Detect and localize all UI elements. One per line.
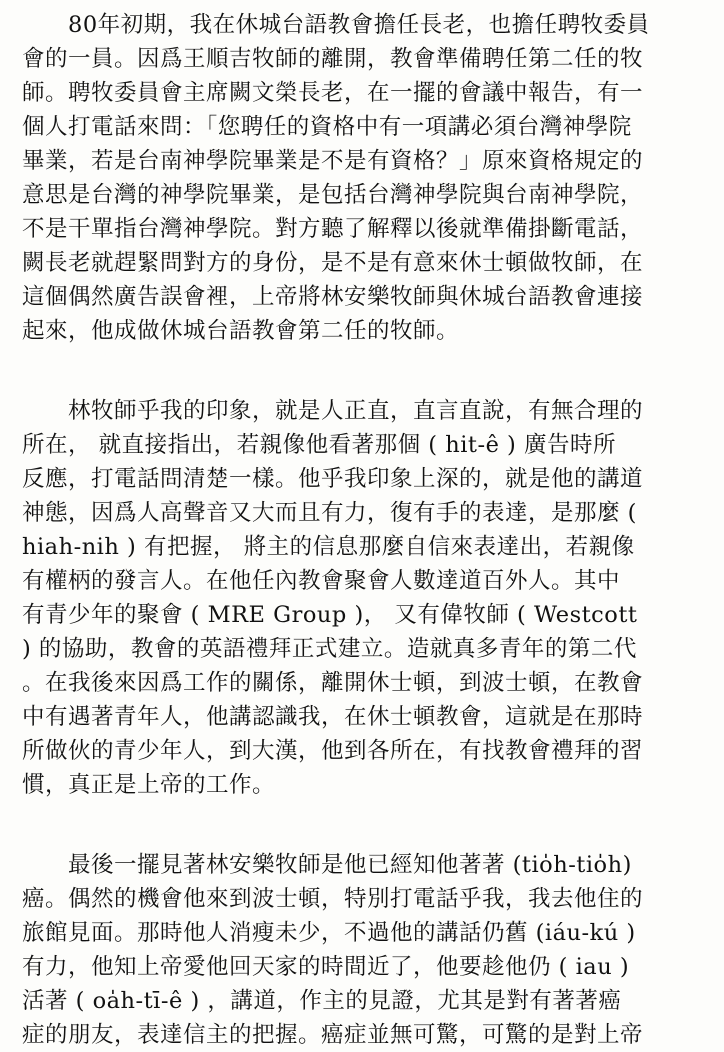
text-line: 有青少年的聚會 ( MRE Group )， 又有偉牧師 ( Westcott	[22, 602, 638, 628]
text-line: 這個偶然廣告誤會裡，上帝將林安樂牧師與休城台語教會連接	[22, 284, 644, 310]
text-line: hiah-nih ) 有把握， 將主的信息那麼自信來表達出，若親像	[22, 534, 635, 560]
text-line: 神態，因爲人高聲音又大而且有力，復有手的表達，是那麼 (	[22, 500, 637, 526]
text-line: 師。聘牧委員會主席闕文榮長老，在一擺的會議中報告，有一	[22, 80, 644, 106]
text-line: 所在， 就直接指出，若親像他看著那個 ( hit-ê ) 廣告時所	[22, 432, 616, 458]
paragraph-gap	[22, 348, 702, 394]
text-line: 起來，他成做休城台語教會第二任的牧師。	[22, 318, 460, 344]
text-line: 畢業，若是台南神學院畢業是不是有資格？」原來資格規定的	[22, 148, 644, 174]
text-line: 旅館見面。那時他人消瘦未少，不過他的講話仍舊 (iáu-kú )	[22, 920, 636, 946]
text-line: 80年初期，我在休城台語教會擔任長老，也擔任聘牧委員	[22, 12, 650, 38]
text-line: 會的一員。因爲王順吉牧師的離開，教會準備聘任第二任的牧	[22, 46, 644, 72]
text-line: 有力，他知上帝愛他回天家的時間近了，他要趁他仍 ( iau )	[22, 954, 630, 980]
paragraph-gap	[22, 802, 702, 848]
text-line: 不是干單指台灣神學院。對方聽了解釋以後就準備掛斷電話，	[22, 216, 644, 242]
text-line: 反應，打電話問清楚一樣。他乎我印象上深的，就是他的講道	[22, 466, 644, 492]
text-line: 意思是台灣的神學院畢業，是包括台灣神學院與台南神學院，	[22, 182, 644, 208]
paragraph-3	[22, 848, 702, 1052]
text-line: 。在我後來因爲工作的關係，離開休士頓，到波士頓，在教會	[22, 670, 644, 696]
text-line: 有權柄的發言人。在他任內教會聚會人數達道百外人。其中	[22, 568, 621, 594]
text-line: 最後一擺見著林安樂牧師是他已經知他著著 (tio̍h-tio̍h)	[22, 852, 632, 878]
paragraph-1	[22, 8, 702, 348]
text-line: 症的朋友，表達信主的把握。癌症並無可驚，可驚的是對上帝	[22, 1022, 644, 1048]
text-line: 闕長老就趕緊問對方的身份，是不是有意來休士頓做牧師，在	[22, 250, 644, 276]
text-line: 林牧師乎我的印象，就是人正直，直言直說，有無合理的	[22, 398, 644, 424]
paragraph-2	[22, 394, 702, 802]
text-line: ) 的協助，教會的英語禮拜正式建立。造就真多青年的第二代	[22, 636, 637, 662]
text-line: 活著 ( oa̍h-tī-ê ) ，講道，作主的見證，尤其是對有著著癌	[22, 988, 622, 1014]
text-line: 個人打電話來問：「您聘任的資格中有一項講必須台灣神學院	[22, 114, 632, 140]
text-line: 慣，真正是上帝的工作。	[22, 772, 276, 798]
text-line: 癌。偶然的機會他來到波士頓，特別打電話乎我，我去他住的	[22, 886, 644, 912]
text-line: 中有遇著青年人，他講認識我，在休士頓教會，這就是在那時	[22, 704, 644, 730]
text-line: 所做伙的青少年人，到大漢，他到各所在，有找教會禮拜的習	[22, 738, 644, 764]
